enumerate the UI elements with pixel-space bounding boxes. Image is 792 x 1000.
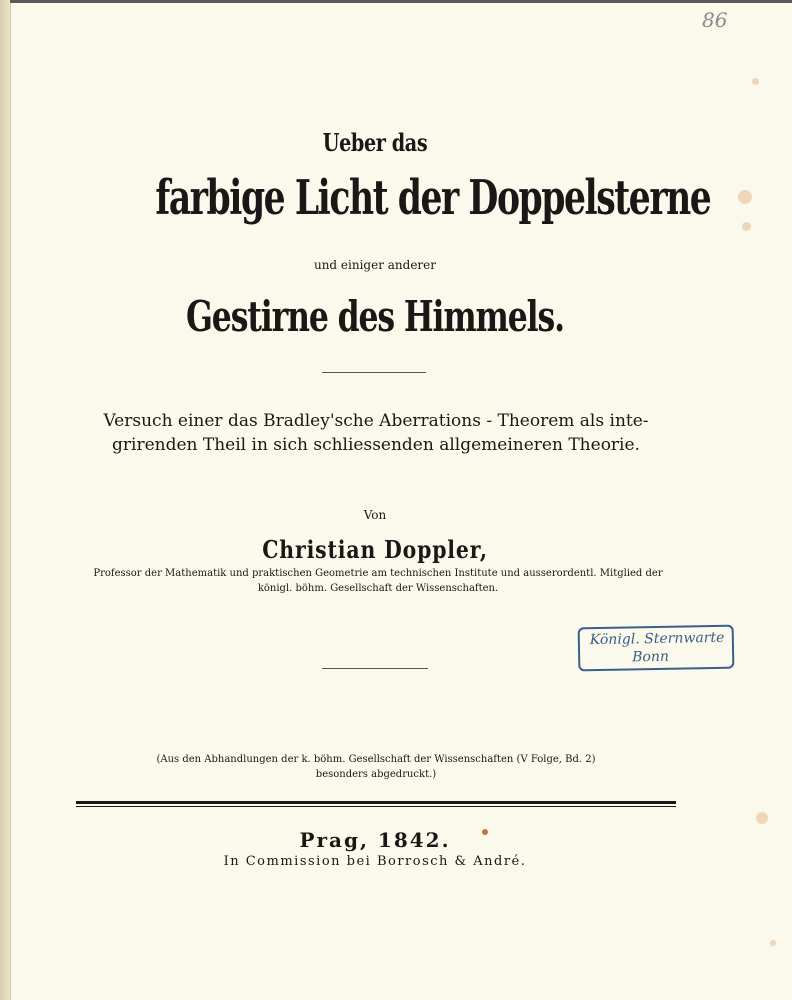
separator-rule	[322, 372, 426, 373]
affiliation-line-2: königl. böhm. Gesellschaft der Wissenschaften.	[257, 583, 499, 594]
foxing-spot	[756, 812, 768, 824]
subtitle-line-1: Versuch einer das Bradley'sche Aberrations - Theorem als inte-	[103, 411, 649, 431]
library-stamp	[578, 625, 735, 672]
reprint-note	[126, 752, 626, 782]
author-name: Christian Doppler,	[262, 535, 488, 564]
reprint-note-line-1: (Aus den Abhandlungen der k. böhm. Gesellschaft der Wissenschaften (V Folge, Bd. 2)	[156, 754, 596, 765]
double-rule-thin	[76, 806, 676, 807]
by-label: Von	[363, 508, 387, 522]
stamp-line-2: Bonn	[632, 648, 670, 666]
title-line-4: Gestirne des Himmels.	[186, 292, 564, 341]
title-line-3: und einiger anderer	[313, 258, 437, 272]
affiliation-line-1: Professor der Mathematik und praktischen Geometrie am technischen Institute und ausserordentl. Mitglied der	[93, 568, 663, 579]
double-rule-thick	[76, 801, 676, 804]
title-line-1: Ueber das	[322, 128, 428, 157]
commission-line: In Commission bei Borrosch & André.	[223, 854, 527, 869]
reprint-note-line-2: besonders abgedruckt.)	[315, 769, 437, 780]
binding-edge	[0, 0, 10, 1000]
foxing-spot	[770, 940, 776, 946]
author-affiliation	[72, 566, 684, 596]
separator-rule	[322, 668, 428, 669]
stamp-line-1: Königl. Sternwarte	[589, 629, 725, 649]
foxing-spot	[752, 78, 759, 85]
subtitle-line-2: grirenden Theil in sich schliessenden allgemeineren Theorie.	[112, 435, 640, 455]
foxing-spot	[742, 222, 751, 231]
place-and-year: Prag, 1842.	[299, 828, 451, 852]
title-line-2: farbige Licht der Doppelsterne	[155, 170, 711, 226]
pencil-mark: 86	[702, 8, 728, 32]
foxing-spot	[738, 190, 752, 204]
